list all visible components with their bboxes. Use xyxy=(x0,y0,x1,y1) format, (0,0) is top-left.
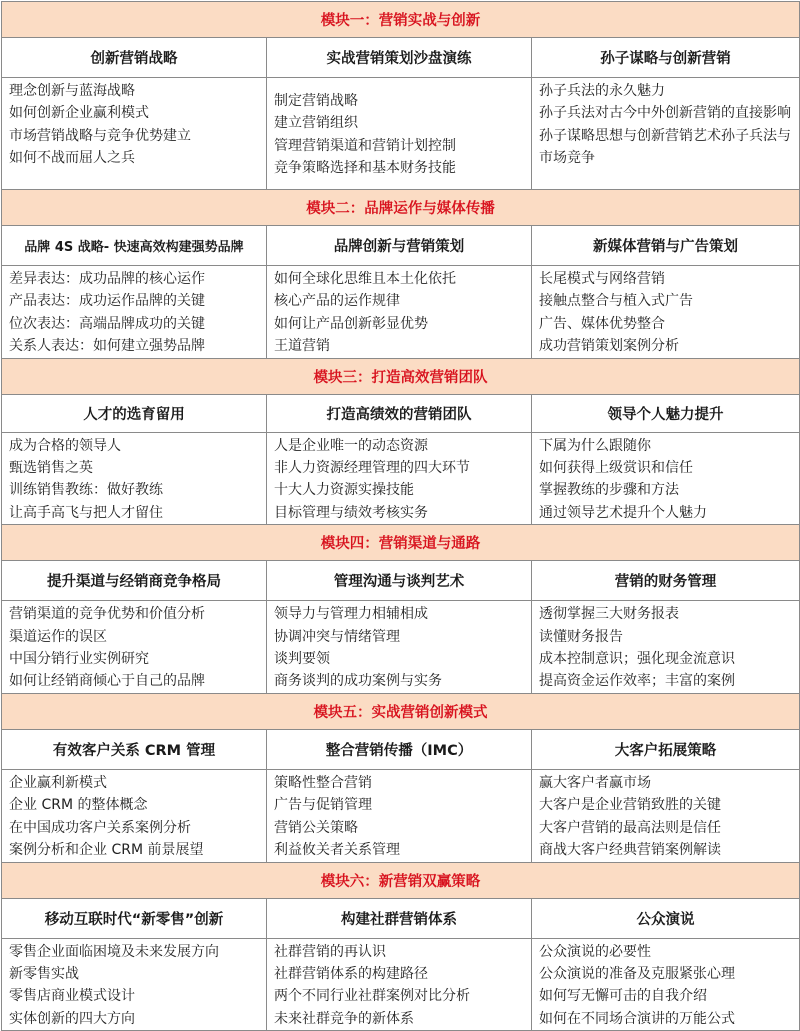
module-title: 模块六：新营销双赢策略 xyxy=(2,862,800,898)
topic-heading-row xyxy=(2,729,800,769)
topic-heading: 公众演说 xyxy=(532,898,800,938)
topic-item: 差异表达：成功品牌的核心运作 xyxy=(9,271,205,287)
topic-item: 未来社群竞争的新体系 xyxy=(274,1010,414,1027)
topic-item-list xyxy=(532,601,800,694)
topic-item: 管理营销渠道和营销计划控制 xyxy=(274,137,456,154)
topic-item-list xyxy=(2,769,267,862)
module-title: 模块一：营销实战与创新 xyxy=(2,2,800,38)
topic-item: 公众演说的准备及克服紧张心理 xyxy=(539,965,735,982)
module-header-row xyxy=(2,693,800,729)
topic-item: 实体创新的四大方向 xyxy=(9,1010,135,1027)
curriculum-table xyxy=(1,1,800,1031)
topic-item: 营销渠道的竞争优势和价值分析 xyxy=(9,606,205,623)
topic-item: 下属为什么跟随你 xyxy=(539,437,651,454)
topic-heading: 提升渠道与经销商竞争格局 xyxy=(2,561,267,601)
topic-item: 策略性整合营销 xyxy=(274,774,372,791)
topic-item: 在中国成功客户关系案例分析 xyxy=(9,819,191,836)
topic-item: 新零售实战 xyxy=(9,965,79,982)
topic-item: 商务谈判的成功案例与实务 xyxy=(274,673,442,690)
topic-item: 位次表达：高端品牌成功的关键 xyxy=(9,315,205,332)
topic-item: 协调冲突与情绪管理 xyxy=(274,628,400,645)
module-title: 模块二：品牌运作与媒体传播 xyxy=(2,190,800,226)
topic-item: 领导力与管理力相辅相成 xyxy=(274,606,428,623)
topic-heading: 管理沟通与谈判艺术 xyxy=(267,561,532,601)
topic-item: 市场营销战略与竞争优势建立 xyxy=(9,127,191,144)
topic-heading: 孙子谋略与创新营销 xyxy=(532,38,800,78)
topic-item: 如何让经销商倾心于自己的品牌 xyxy=(9,673,205,690)
topic-items-row xyxy=(2,938,800,1031)
topic-items-row xyxy=(2,266,800,359)
topic-item: 谈判要领 xyxy=(274,651,330,668)
topic-item: 读懂财务报告 xyxy=(539,628,623,645)
topic-heading: 人才的选育留用 xyxy=(2,394,267,432)
topic-heading-row xyxy=(2,226,800,266)
topic-item: 孙子兵法的永久魅力 xyxy=(539,83,665,99)
topic-item: 王道营销 xyxy=(274,338,330,355)
topic-item: 渠道运作的误区 xyxy=(9,628,107,645)
topic-item-list xyxy=(267,432,532,525)
module-title: 模块四：营销渠道与通路 xyxy=(2,525,800,561)
topic-item: 大客户是企业营销致胜的关键 xyxy=(539,797,721,814)
topic-item: 非人力资源经理管理的四大环节 xyxy=(274,460,470,477)
topic-item: 核心产品的运作规律 xyxy=(274,293,400,310)
topic-item: 大客户营销的最高法则是信任 xyxy=(539,819,721,836)
module-title: 模块五：实战营销创新模式 xyxy=(2,693,800,729)
topic-item: 如何创新企业赢利模式 xyxy=(9,105,149,122)
topic-item: 如何让产品创新彰显优势 xyxy=(274,315,428,332)
module-title: 模块三：打造高效营销团队 xyxy=(2,358,800,394)
topic-item: 关系人表达：如何建立强势品牌 xyxy=(9,338,205,355)
module-header-row xyxy=(2,358,800,394)
curriculum-table-body xyxy=(2,2,800,1031)
topic-item: 训练销售教练：做好教练 xyxy=(9,482,163,499)
topic-item: 公众演说的必要性 xyxy=(539,943,651,960)
topic-heading: 创新营销战略 xyxy=(2,38,267,78)
topic-item-list xyxy=(2,601,267,694)
topic-item: 案例分析和企业 CRM 前景展望 xyxy=(9,842,204,859)
topic-items-row xyxy=(2,769,800,862)
module-header-row xyxy=(2,190,800,226)
topic-item-list xyxy=(532,432,800,525)
topic-item: 竞争策略选择和基本财务技能 xyxy=(274,160,456,177)
topic-heading: 品牌创新与营销策划 xyxy=(267,226,532,266)
topic-item-list xyxy=(2,432,267,525)
topic-item: 成为合格的领导人 xyxy=(9,437,121,454)
topic-item: 人是企业唯一的动态资源 xyxy=(274,437,428,454)
topic-item-list xyxy=(2,78,267,190)
topic-item: 成功营销策划案例分析 xyxy=(539,338,679,355)
topic-item: 企业 CRM 的整体概念 xyxy=(9,797,148,814)
topic-item-list xyxy=(532,769,800,862)
topic-item: 赢大客户者赢市场 xyxy=(539,774,651,791)
topic-item: 十大人力资源实操技能 xyxy=(274,482,414,499)
topic-item: 建立营销组织 xyxy=(274,115,358,132)
module-header-row xyxy=(2,2,800,38)
topic-item: 通过领导艺术提升个人魅力 xyxy=(539,504,707,521)
module-header-row xyxy=(2,862,800,898)
topic-heading: 整合营销传播（IMC） xyxy=(267,729,532,769)
topic-item: 孙子谋略思想与创新营销艺术孙子兵法与市场竞争 xyxy=(539,127,791,167)
topic-item: 社群营销的再认识 xyxy=(274,943,386,960)
topic-item: 孙子兵法对古今中外创新营销的直接影响 xyxy=(539,105,791,122)
topic-item: 透彻掌握三大财务报表 xyxy=(539,606,679,623)
topic-items-row xyxy=(2,601,800,694)
topic-heading: 营销的财务管理 xyxy=(532,561,800,601)
topic-item: 广告、媒体优势整合 xyxy=(539,315,665,332)
topic-item-list xyxy=(532,266,800,359)
topic-item-list xyxy=(267,78,532,190)
topic-item: 如何写无懈可击的自我介绍 xyxy=(539,988,707,1005)
topic-item: 零售企业面临困境及未来发展方向 xyxy=(9,943,219,960)
topic-item: 目标管理与绩效考核实务 xyxy=(274,504,428,521)
topic-item-list xyxy=(267,938,532,1031)
topic-items-row xyxy=(2,78,800,190)
topic-heading: 打造高绩效的营销团队 xyxy=(267,394,532,432)
topic-heading: 领导个人魅力提升 xyxy=(532,394,800,432)
topic-item: 利益攸关者关系管理 xyxy=(274,842,400,859)
topic-item-list xyxy=(267,601,532,694)
topic-item: 产品表达：成功运作品牌的关键 xyxy=(9,293,205,310)
topic-heading-row xyxy=(2,898,800,938)
topic-item-list xyxy=(532,78,800,190)
topic-heading: 新媒体营销与广告策划 xyxy=(532,226,800,266)
topic-item: 掌握教练的步骤和方法 xyxy=(539,482,679,499)
topic-item: 如何不战而屈人之兵 xyxy=(9,150,135,167)
topic-item-list xyxy=(267,769,532,862)
topic-item-list xyxy=(2,938,267,1031)
topic-items-row xyxy=(2,432,800,525)
topic-heading-row xyxy=(2,38,800,78)
topic-item-list xyxy=(2,266,267,359)
topic-item: 甄选销售之英 xyxy=(9,460,93,477)
topic-heading: 大客户拓展策略 xyxy=(532,729,800,769)
topic-item: 营销公关策略 xyxy=(274,819,358,836)
topic-heading: 构建社群营销体系 xyxy=(267,898,532,938)
topic-heading: 品牌 4S 战略- 快速高效构建强势品牌 xyxy=(2,226,267,266)
topic-item: 如何全球化思维且本土化依托 xyxy=(274,271,456,287)
topic-heading: 移动互联时代“新零售”创新 xyxy=(2,898,267,938)
topic-heading: 实战营销策划沙盘演练 xyxy=(267,38,532,78)
topic-item-list xyxy=(532,938,800,1031)
topic-item: 广告与促销管理 xyxy=(274,797,372,814)
topic-item-list xyxy=(267,266,532,359)
topic-item: 社群营销体系的构建路径 xyxy=(274,965,428,982)
topic-item: 如何获得上级赏识和信任 xyxy=(539,460,693,477)
topic-item: 成本控制意识；强化现金流意识 xyxy=(539,651,735,668)
topic-item: 让高手高飞与把人才留住 xyxy=(9,504,163,521)
topic-item: 中国分销行业实例研究 xyxy=(9,651,149,668)
topic-heading-row xyxy=(2,561,800,601)
topic-item: 两个不同行业社群案例对比分析 xyxy=(274,988,470,1005)
topic-item: 提高资金运作效率；丰富的案例 xyxy=(539,673,735,690)
topic-item: 理念创新与蓝海战略 xyxy=(9,83,135,99)
topic-item: 如何在不同场合演讲的万能公式 xyxy=(539,1010,735,1027)
module-header-row xyxy=(2,525,800,561)
topic-heading-row xyxy=(2,394,800,432)
topic-item: 接触点整合与植入式广告 xyxy=(539,293,693,310)
topic-heading: 有效客户关系 CRM 管理 xyxy=(2,729,267,769)
topic-item: 企业赢利新模式 xyxy=(9,774,107,791)
topic-item: 零售店商业模式设计 xyxy=(9,988,135,1005)
topic-item: 制定营销战略 xyxy=(274,93,358,109)
topic-item: 商战大客户经典营销案例解读 xyxy=(539,842,721,859)
topic-item: 长尾模式与网络营销 xyxy=(539,271,665,287)
